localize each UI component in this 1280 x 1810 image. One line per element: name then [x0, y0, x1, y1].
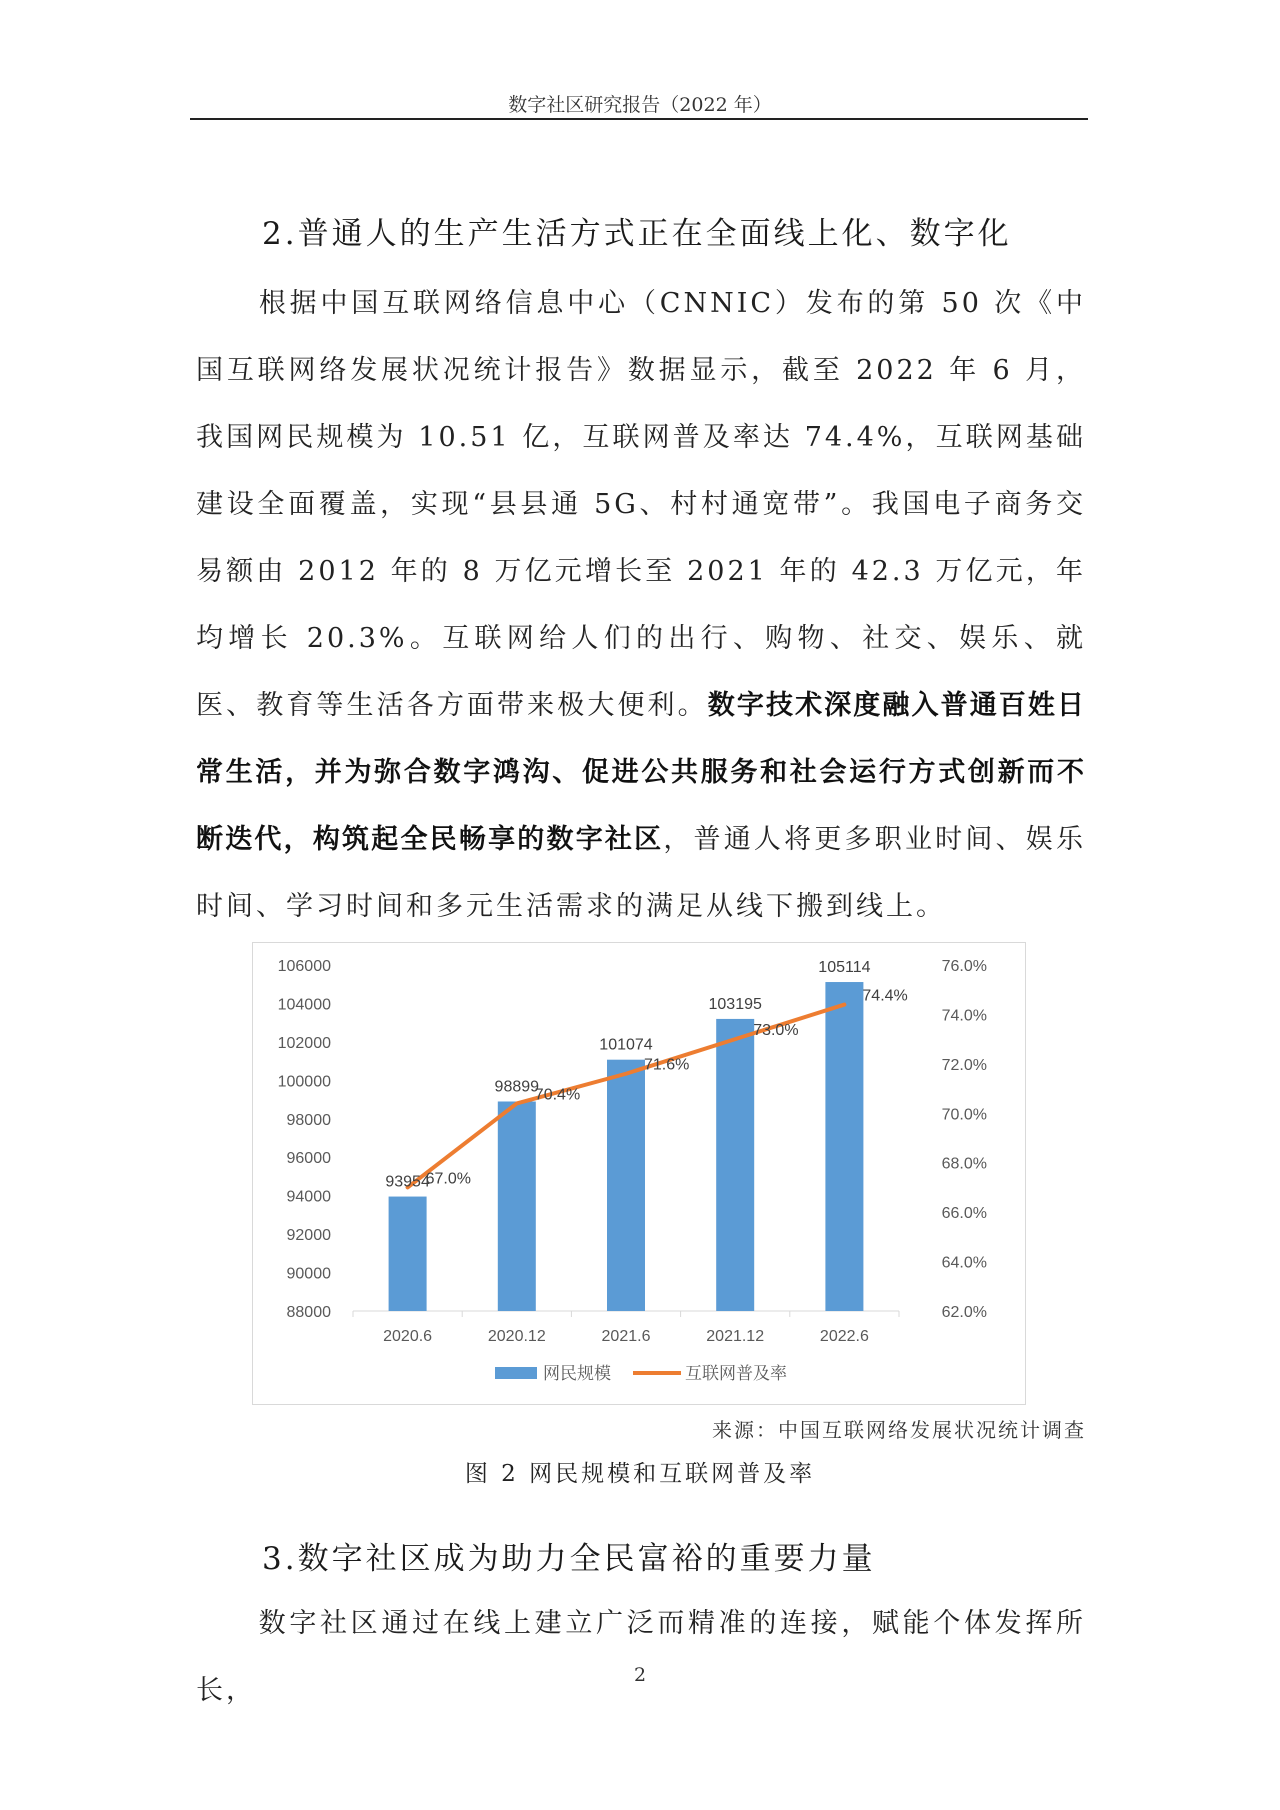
left-axis-tick-label: 90000: [286, 1265, 331, 1283]
bar-value-label: 101074: [599, 1036, 653, 1054]
x-axis-tick-label: 2021.12: [706, 1328, 765, 1345]
right-axis-tick-label: 64.0%: [941, 1254, 987, 1272]
left-axis-tick-label: 96000: [286, 1150, 331, 1168]
left-axis-tick-label: 92000: [286, 1227, 331, 1245]
right-axis-tick-label: 62.0%: [941, 1304, 987, 1321]
rate-value-label: 74.4%: [862, 987, 908, 1005]
left-axis-tick-label: 94000: [286, 1188, 331, 1206]
x-axis-tick-label: 2021.6: [601, 1328, 651, 1345]
legend-label-rate: 互联网普及率: [685, 1364, 787, 1383]
bar-2022.6: [825, 982, 863, 1311]
figure-caption: 图 2 网民规模和互联网普及率: [464, 1461, 816, 1487]
page-number: 2: [633, 1664, 647, 1686]
report-header-title: 数字社区研究报告（2022 年）: [508, 94, 772, 116]
right-axis-tick-label: 72.0%: [941, 1056, 987, 1074]
right-axis-tick-label: 74.0%: [941, 1007, 987, 1025]
x-axis-tick-label: 2020.6: [383, 1328, 433, 1345]
rate-value-label: 71.6%: [644, 1056, 690, 1074]
right-axis-tick-label: 68.0%: [941, 1155, 987, 1173]
right-axis-tick-label: 66.0%: [941, 1205, 987, 1223]
bar-2020.6: [389, 1197, 427, 1311]
line-point-2021.6: [626, 1073, 627, 1074]
line-point-2022.6: [844, 1004, 845, 1005]
left-axis-tick-label: 104000: [277, 996, 331, 1014]
chart-source-note: 来源：中国互联网络发展状况统计调查: [712, 1418, 1086, 1442]
bar-value-label: 93954: [385, 1173, 430, 1191]
section-3-paragraph: [196, 1590, 1086, 1724]
bar-2021.6: [607, 1060, 645, 1311]
bar-value-label: 105114: [818, 959, 871, 977]
legend-label-users: 网民规模: [543, 1364, 611, 1383]
rate-value-label: 73.0%: [753, 1022, 799, 1040]
rate-value-label: 70.4%: [534, 1086, 581, 1104]
left-axis-tick-label: 106000: [277, 958, 331, 975]
section-2-paragraph: [196, 270, 1086, 940]
rate-value-label: 67.0%: [425, 1170, 471, 1188]
left-axis-tick-label: 100000: [277, 1073, 331, 1091]
header-rule: [190, 118, 1088, 120]
paragraph-text-normal: 根据中国互联网络信息中心（CNNIC）发布的第 50 次《中国互联网络发展状况统计报告》数据显示，截至 2022 年 6 月，我国网民规模为 10.51 亿，互联网普及率达 74.4%，互联网基础建设全面覆盖，实现“县县通 5G、村村通宽带”。我国电子商务交易额由 2012 年的 8 万亿元增长至 2021 年的 42.3 万亿元，年均增长 20.3%。互联网给人们的出行、购物、社交、娱乐、就医、教育等生活各方面带来极大便利。: [196, 288, 1086, 721]
right-axis-tick-label: 76.0%: [941, 958, 987, 975]
section-2-heading: 2.普通人的生产生活方式正在全面线上化、数字化: [262, 216, 1012, 252]
section-3-heading: 3.数字社区成为助力全民富裕的重要力量: [262, 1541, 876, 1577]
internet-users-chart: [252, 942, 1026, 1405]
chart-canvas: [253, 943, 1025, 1404]
right-axis-tick-label: 70.0%: [941, 1106, 987, 1124]
left-axis-tick-label: 98000: [286, 1111, 331, 1129]
left-axis-tick-label: 88000: [286, 1304, 331, 1321]
paragraph-text-normal: 数字社区通过在线上建立广泛而精准的连接，赋能个体发挥所长，: [196, 1608, 1086, 1706]
line-point-2020.12: [516, 1103, 517, 1104]
paragraph-text-normal-end: ，普通人将更多职业时间、娱乐时间、学习时间和多元生活需求的满足从线下搬到线上。: [196, 824, 1087, 922]
line-point-2021.12: [735, 1039, 736, 1040]
bar-value-label: 103195: [708, 995, 762, 1013]
paragraph-text-bold: 数字技术深度融入普通百姓日常生活，并为弥合数字鸿沟、促进公共服务和社会运行方式创新而不断迭代，构筑起全民畅享的数字社区: [196, 690, 1087, 855]
legend-swatch-users: [495, 1367, 537, 1379]
bar-value-label: 98899: [494, 1078, 540, 1096]
bar-2020.12: [498, 1101, 536, 1311]
bar-2021.12: [716, 1019, 754, 1311]
x-axis-tick-label: 2020.12: [487, 1328, 546, 1345]
left-axis-tick-label: 102000: [277, 1034, 331, 1052]
x-axis-tick-label: 2022.6: [819, 1328, 869, 1345]
